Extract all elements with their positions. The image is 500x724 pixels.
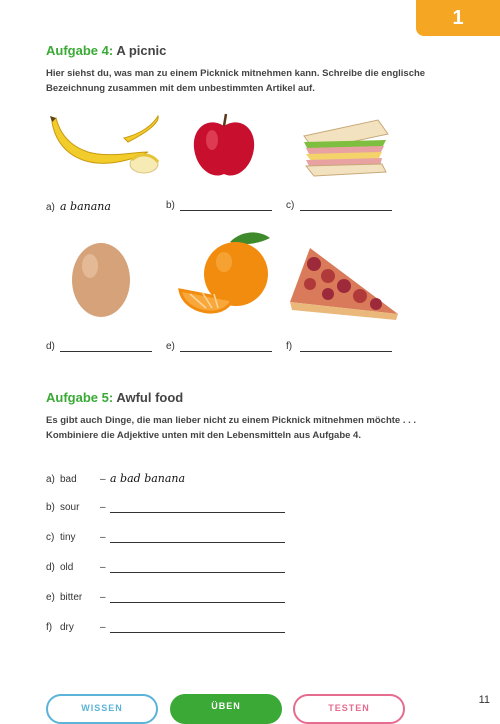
orange-image bbox=[178, 228, 273, 320]
answer-e: e) bbox=[166, 341, 272, 352]
answer-b-blank[interactable] bbox=[180, 201, 272, 211]
answer-d: d) bbox=[46, 341, 152, 352]
task5-row-e-blank[interactable] bbox=[110, 593, 285, 603]
plum-tart-image bbox=[288, 240, 400, 320]
banana-image bbox=[48, 112, 163, 180]
answer-f-blank[interactable] bbox=[300, 342, 392, 352]
task5-row-e: e) bitter – bbox=[46, 592, 285, 603]
task5-title: Awful food bbox=[116, 390, 184, 405]
task5-row-d-blank[interactable] bbox=[110, 563, 285, 573]
task5-row-c: c) tiny – bbox=[46, 532, 285, 543]
task5-row-f-blank[interactable] bbox=[110, 623, 285, 633]
task5-row-b-blank[interactable] bbox=[110, 503, 285, 513]
task5-heading bbox=[46, 390, 183, 405]
task5-row-f: f) dry – bbox=[46, 622, 285, 633]
task4-title: A picnic bbox=[116, 43, 167, 58]
sandwich-image bbox=[300, 118, 390, 180]
answer-b: b) bbox=[166, 200, 272, 211]
answer-d-blank[interactable] bbox=[60, 342, 152, 352]
task5-row-d: d) old – bbox=[46, 562, 285, 573]
egg-image bbox=[68, 234, 134, 320]
answer-a: a) a banana bbox=[46, 200, 111, 213]
task5-row-a: a) bad – a bad banana bbox=[46, 472, 186, 485]
task5-row-a-answer: a bad banana bbox=[110, 472, 186, 485]
page-number: 11 bbox=[478, 694, 490, 706]
task4-instruction: Hier siehst du, was man zu einem Picknick mitnehmen kann. Schreibe die englische Bezeichnung zusammen mit dem unbestimmten Artikel auf. bbox=[46, 68, 426, 94]
answer-e-blank[interactable] bbox=[180, 342, 272, 352]
nav-testen-button[interactable]: TESTEN bbox=[293, 694, 405, 724]
answer-c-blank[interactable] bbox=[300, 201, 392, 211]
task5-row-c-blank[interactable] bbox=[110, 533, 285, 543]
answer-f: f) bbox=[286, 341, 392, 352]
task4-heading bbox=[46, 43, 166, 58]
nav-wissen-button[interactable]: WISSEN bbox=[46, 694, 158, 724]
task5-instruction: Es gibt auch Dinge, die man lieber nicht zu einem Picknick mitnehmen möchte . . . Kombiniere die Adjektive unten mit den Lebensmitteln aus Aufgabe 4. bbox=[46, 415, 417, 441]
task4-number: Aufgabe 4: bbox=[46, 43, 114, 58]
task5-number: Aufgabe 5: bbox=[46, 390, 114, 405]
apple-image bbox=[188, 110, 260, 182]
answer-a-text: a banana bbox=[60, 200, 111, 213]
nav-ueben-button[interactable]: ÜBEN bbox=[170, 694, 282, 724]
answer-c: c) bbox=[286, 200, 392, 211]
chapter-tab: 1 bbox=[416, 0, 500, 36]
task5-row-b: b) sour – bbox=[46, 502, 285, 513]
